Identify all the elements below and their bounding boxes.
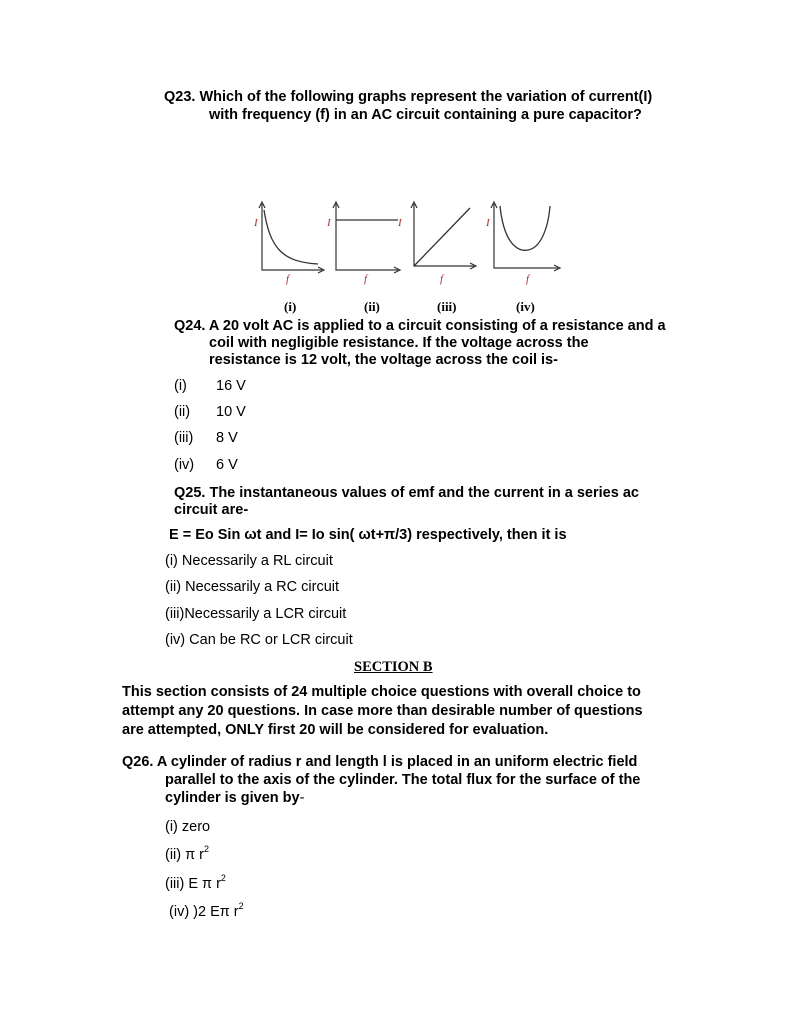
- q26-option-4-text: (iv) )2 Eπ r: [165, 904, 239, 920]
- graph-iv-ylabel: I: [486, 217, 490, 229]
- q23-line1: Q23. Which of the following graphs represent the variation of current(I): [164, 89, 653, 105]
- graph-ii: [326, 202, 400, 285]
- graph-label-ii: (ii): [364, 299, 380, 314]
- graph-iv-axes: [494, 204, 558, 268]
- q25-option-1: (i) Necessarily a RL circuit: [165, 553, 333, 569]
- q24-option-3-text: 8 V: [216, 430, 238, 446]
- graph-iii-ylabel: I: [398, 217, 402, 229]
- q25-line1: Q25. The instantaneous values of emf and the current in a series ac: [174, 485, 639, 501]
- q26-option-4: [165, 903, 244, 921]
- graph-ii-xlabel: f: [364, 273, 368, 285]
- q26-option-2: [165, 846, 209, 864]
- q24-line2: coil with negligible resistance. If the voltage across the: [209, 335, 589, 351]
- graph-iv-curve: [500, 206, 550, 250]
- graph-i-xlabel: f: [286, 273, 290, 285]
- graph-iv-xlabel: f: [526, 273, 530, 285]
- q23-graphs-svg: [248, 200, 568, 290]
- q24-line1: Q24. A 20 volt AC is applied to a circuit consisting of a resistance and a: [174, 318, 666, 334]
- q26-line3: [165, 789, 304, 807]
- graph-i-ylabel: I: [254, 217, 258, 229]
- q25-line3: E = Eo Sin ωt and I= Io sin( ωt+π/3) respectively, then it is: [169, 527, 567, 543]
- q26-line3-text: cylinder is given by: [165, 790, 300, 806]
- graph-i: [253, 202, 324, 285]
- graph-label-iv: (iv): [516, 299, 535, 314]
- q25-option-2: (ii) Necessarily a RC circuit: [165, 579, 340, 595]
- q24-option-2-text: 10 V: [216, 404, 246, 420]
- q25-line2: circuit are-: [174, 502, 249, 518]
- q23-graphs: [248, 200, 568, 290]
- q24-option-4-num: (iv): [174, 457, 195, 473]
- section-b-heading: SECTION B: [354, 659, 433, 675]
- graph-i-curve: [264, 210, 318, 264]
- q24-option-1-text: 16 V: [216, 378, 246, 394]
- section-b-line2: attempt any 20 questions. In case more than desirable number of questions: [122, 703, 643, 719]
- graph-iv: [485, 202, 560, 285]
- q26-option-2-sup: 2: [204, 844, 210, 855]
- graph-iii-curve: [414, 208, 470, 266]
- q24-option-3-num: (iii): [174, 430, 194, 446]
- graph-label-iii: (iii): [437, 299, 457, 314]
- q25-option-4: (iv) Can be RC or LCR circuit: [165, 632, 353, 648]
- section-b-line3: are attempted, ONLY first 20 will be considered for evaluation.: [122, 722, 549, 738]
- q26-option-3-text: (iii) E π r: [165, 876, 221, 892]
- graph-ii-ylabel: I: [327, 217, 331, 229]
- q24-option-4-text: 6 V: [216, 457, 238, 473]
- graph-iii: [397, 202, 476, 285]
- q26-option-3-sup: 2: [220, 873, 226, 884]
- q26-option-3: [165, 875, 226, 893]
- q26-line2: parallel to the axis of the cylinder. The total flux for the surface of the: [165, 772, 641, 788]
- graph-label-i: (i): [284, 299, 297, 314]
- section-b-line1: This section consists of 24 multiple choice questions with overall choice to: [122, 684, 641, 700]
- q25-option-3: (iii)Necessarily a LCR circuit: [165, 606, 347, 622]
- q24-option-1-num: (i): [174, 378, 187, 394]
- q26-line1: Q26. A cylinder of radius r and length l is placed in an uniform electric field: [122, 754, 638, 770]
- graph-iii-xlabel: f: [440, 273, 444, 285]
- q26-line3-suffix: -: [299, 790, 305, 806]
- q26-option-4-sup: 2: [238, 901, 244, 912]
- q24-line3: resistance is 12 volt, the voltage across the coil is-: [209, 352, 558, 368]
- q24-option-2-num: (ii): [174, 404, 191, 420]
- q26-option-2-text: (ii) π r: [165, 847, 204, 863]
- q26-option-1-text: (i) zero: [165, 819, 211, 835]
- q26-option-1: [165, 818, 210, 836]
- graph-ii-axes: [336, 204, 398, 270]
- q23-line2: with frequency (f) in an AC circuit containing a pure capacitor?: [209, 107, 642, 123]
